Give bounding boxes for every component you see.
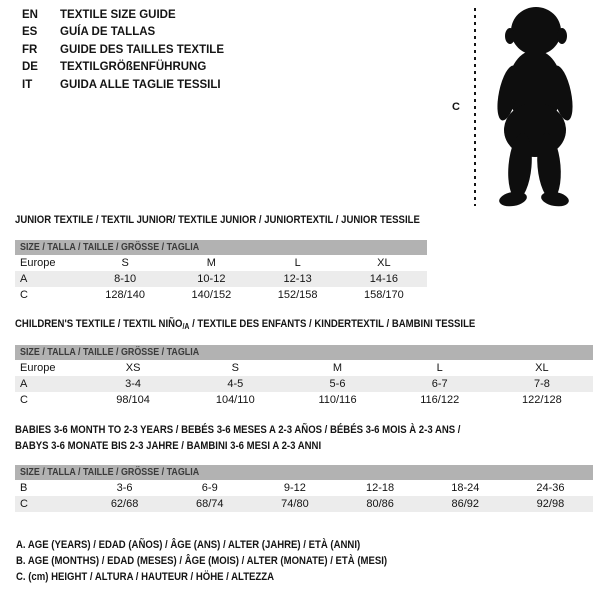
footnote-b xyxy=(16,553,443,569)
size-cell: 140/152 xyxy=(191,289,232,301)
size-cell: 12-13 xyxy=(283,273,312,285)
table-row-age xyxy=(15,376,593,392)
language-title: GUIDE DES TAILLES TEXTILE xyxy=(60,43,224,56)
table-row-europe xyxy=(15,255,427,271)
junior-size-table xyxy=(15,240,427,303)
language-row-fr xyxy=(22,42,224,59)
children-size-table xyxy=(15,345,593,408)
language-title: TEXTILGRÖßENFÜHRUNG xyxy=(60,61,207,74)
children-title-prefix: CHILDREN'S TEXTILE / TEXTIL NIÑO xyxy=(15,318,183,330)
row-label: Europe xyxy=(20,257,56,269)
size-cell: L xyxy=(294,257,301,269)
language-title: GUIDA ALLE TAGLIE TESSILI xyxy=(60,78,221,91)
row-label: C xyxy=(20,498,28,510)
size-cell: 14-16 xyxy=(369,273,398,285)
size-cell: S xyxy=(231,362,239,374)
size-cell: 3-6 xyxy=(116,482,133,494)
size-cell: 12-18 xyxy=(366,482,395,494)
size-cell: 6-9 xyxy=(201,482,218,494)
size-cell: S xyxy=(121,257,129,269)
size-cell: 68/74 xyxy=(195,498,224,510)
size-cell: 10-12 xyxy=(197,273,226,285)
size-header-bar xyxy=(15,240,427,255)
language-code: EN xyxy=(22,9,38,21)
footnote-a xyxy=(16,537,443,553)
size-cell: 5-6 xyxy=(329,378,346,390)
size-cell: 6-7 xyxy=(431,378,448,390)
row-label: A xyxy=(20,273,28,285)
size-header-label: SIZE / TALLA / TAILLE / GRÖSSE / TAGLIA xyxy=(20,466,200,478)
size-cell: 62/68 xyxy=(110,498,139,510)
row-label: C xyxy=(20,289,28,301)
junior-section-title xyxy=(15,213,480,229)
size-cell: M xyxy=(332,362,343,374)
footnote-b-text: B. AGE (MONTHS) / EDAD (MESES) / ÂGE (MOIS) / ALTER (MONATE) / ETÀ (MESI) xyxy=(16,555,388,567)
size-cell: L xyxy=(436,362,443,374)
size-header-label: SIZE / TALLA / TAILLE / GRÖSSE / TAGLIA xyxy=(20,241,200,253)
size-cell: 18-24 xyxy=(451,482,480,494)
row-label: C xyxy=(20,394,28,406)
size-header-label: SIZE / TALLA / TAILLE / GRÖSSE / TAGLIA xyxy=(20,346,200,358)
children-section-title xyxy=(15,317,544,335)
table-row-height xyxy=(15,496,593,512)
footnote-c xyxy=(16,569,443,585)
language-code: DE xyxy=(22,61,38,74)
size-cell: 98/104 xyxy=(116,394,150,406)
toddler-silhouette-icon xyxy=(487,5,581,207)
size-cell: 128/140 xyxy=(105,289,145,301)
language-row-it xyxy=(22,77,224,94)
size-cell: 7-8 xyxy=(533,378,550,390)
children-section-title-text xyxy=(15,317,475,335)
size-cell: 92/98 xyxy=(536,498,565,510)
size-header-bar xyxy=(15,465,593,480)
row-label: B xyxy=(20,482,28,494)
language-title: TEXTILE SIZE GUIDE xyxy=(60,9,176,21)
size-cell: 116/122 xyxy=(420,394,460,406)
table-row-height xyxy=(15,392,593,408)
size-cell: 8-10 xyxy=(114,273,137,285)
size-cell: 158/170 xyxy=(363,289,404,301)
language-title: GUÍA DE TALLAS xyxy=(60,26,156,39)
language-row-de xyxy=(22,59,224,76)
size-cell: 122/128 xyxy=(522,394,562,406)
size-cell: 24-36 xyxy=(536,482,565,494)
footnote-legend xyxy=(16,537,443,585)
babies-size-table xyxy=(15,465,593,512)
size-cell: M xyxy=(206,257,216,269)
height-dashed-line xyxy=(474,8,476,206)
children-title-subscript: /A xyxy=(182,322,190,331)
language-code: IT xyxy=(22,78,33,91)
size-cell: 110/116 xyxy=(318,394,357,406)
size-cell: XL xyxy=(535,362,549,374)
babies-section-title xyxy=(15,423,527,454)
language-row-en xyxy=(22,7,224,24)
table-row-europe xyxy=(15,360,593,376)
row-label: Europe xyxy=(20,362,56,374)
size-cell: 104/110 xyxy=(215,394,255,406)
size-header-bar xyxy=(15,345,593,360)
height-measure-label: C xyxy=(452,101,460,113)
language-row-es xyxy=(22,24,224,41)
junior-section-title-text: JUNIOR TEXTILE / TEXTIL JUNIOR/ TEXTILE JUNIOR / JUNIORTEXTIL / JUNIOR TESSILE xyxy=(15,214,420,226)
table-row-age-months xyxy=(15,480,593,496)
language-title-list xyxy=(22,7,224,94)
footnote-a-text: A. AGE (YEARS) / EDAD (AÑOS) / ÂGE (ANS) / ALTER (JAHRE) / ETÀ (ANNI) xyxy=(16,539,361,551)
size-cell: 74/80 xyxy=(281,498,309,510)
babies-title-line-2: BABYS 3-6 MONATE BIS 2-3 JAHRE / BAMBINI 3-6 MESI A 2-3 ANNI xyxy=(15,439,322,452)
size-cell: XS xyxy=(125,362,141,374)
row-label: A xyxy=(20,378,28,390)
size-cell: 3-4 xyxy=(125,378,142,390)
table-row-height xyxy=(15,287,427,303)
size-cell: 152/158 xyxy=(277,289,318,301)
size-cell: 4-5 xyxy=(227,378,244,390)
language-code: ES xyxy=(22,26,38,39)
size-cell: 80/86 xyxy=(366,498,394,510)
footnote-c-text: C. (cm) HEIGHT / ALTURA / HAUTEUR / HÖHE / ALTEZZA xyxy=(16,571,275,583)
babies-title-line-1: BABIES 3-6 MONTH TO 2-3 YEARS / BEBÉS 3-6 MESES A 2-3 AÑOS / BÉBÉS 3-6 MOIS À 2-3 ANS / xyxy=(15,424,461,436)
table-row-age xyxy=(15,271,427,287)
language-code: FR xyxy=(22,43,38,56)
size-cell: 9-12 xyxy=(283,482,306,494)
size-cell: XL xyxy=(377,257,391,269)
children-title-suffix: / TEXTILE DES ENFANTS / KINDERTEXTIL / BAMBINI TESSILE xyxy=(189,318,476,330)
size-cell: 86/92 xyxy=(451,498,480,510)
